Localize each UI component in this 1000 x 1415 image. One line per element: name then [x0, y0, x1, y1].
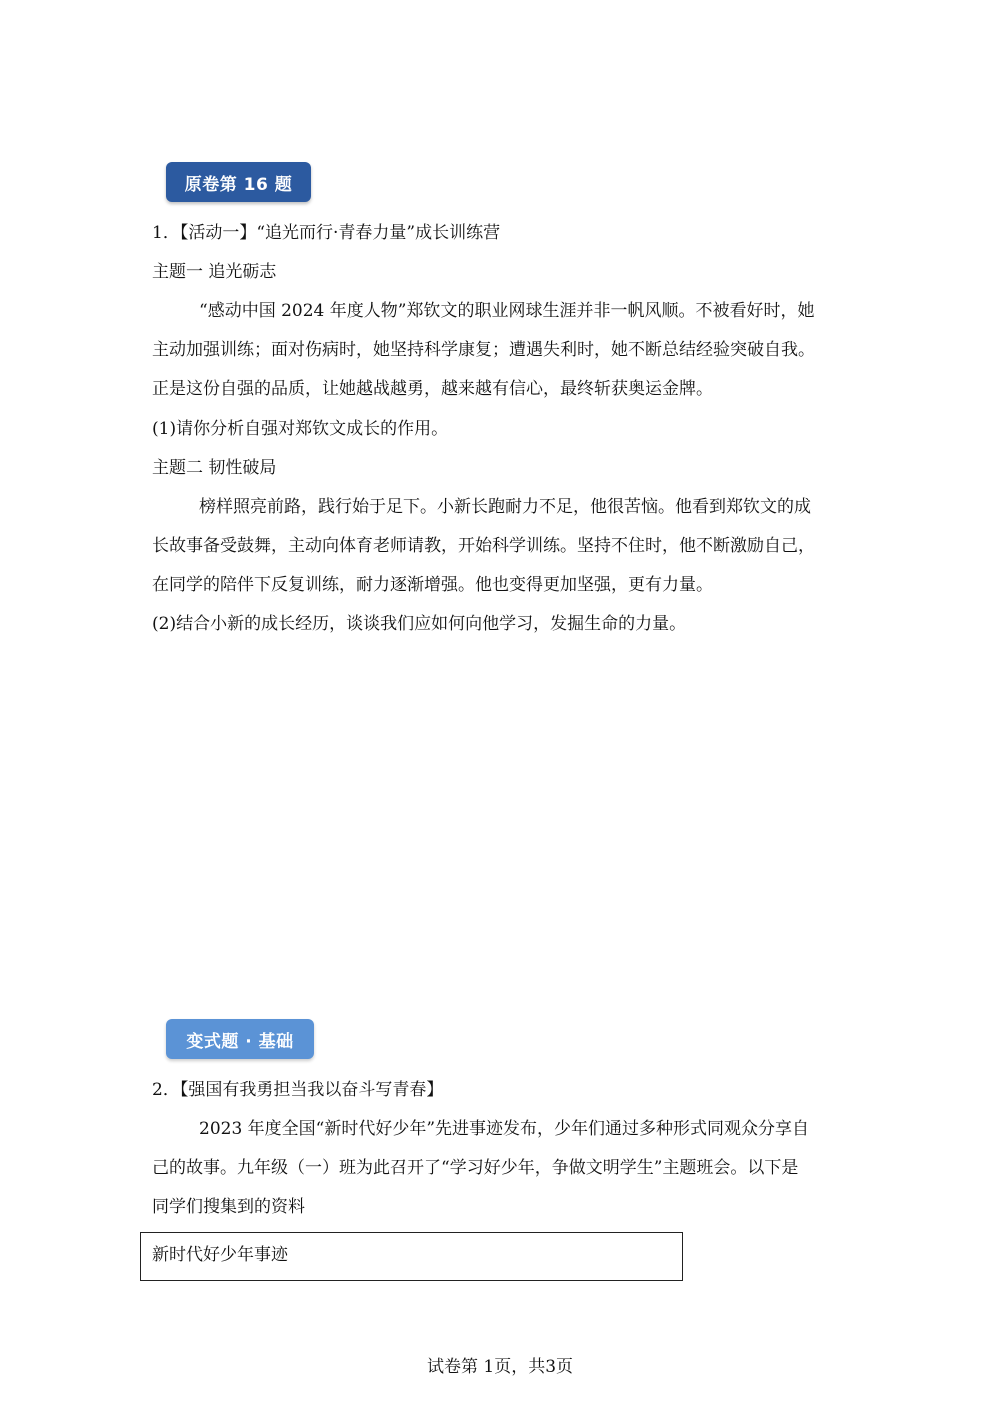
variant-question-badge: 变式题 · 基础: [166, 1019, 314, 1059]
material-table: [140, 1232, 683, 1281]
question-2-paragraph-line-3: 同学们搜集到的资料: [152, 1197, 305, 1217]
theme-2-paragraph-line-3: 在同学的陪伴下反复训练，耐力逐渐增强。他也变得更加坚强，更有力量。: [152, 575, 713, 595]
theme-1-paragraph-line-2: 主动加强训练；面对伤病时，她坚持科学康复；遭遇失利时，她不断总结经验突破自我。: [152, 340, 815, 360]
theme-1-paragraph-line-1: “感动中国 2024 年度人物”郑钦文的职业网球生涯并非一帆风顺。不被看好时，她: [199, 301, 815, 321]
theme-2-paragraph-line-1: 榜样照亮前路，践行始于足下。小新长跑耐力不足，他很苦恼。他看到郑钦文的成: [199, 497, 811, 517]
page-footer: 试卷第 1页，共3页: [426, 1357, 574, 1377]
theme-2-paragraph-line-2: 长故事备受鼓舞，主动向体育老师请教，开始科学训练。坚持不住时，他不断激励自己，: [152, 536, 815, 556]
theme-1-title: 主题一 追光砺志: [152, 262, 277, 282]
original-question-badge: 原卷第 16 题: [166, 162, 311, 202]
sub-question-2: (2)结合小新的成长经历，谈谈我们应如何向他学习，发掘生命的力量。: [152, 614, 687, 634]
question-2-heading: 2．【强国有我勇担当我以奋斗写青春】: [152, 1080, 444, 1100]
theme-2-title: 主题二 韧性破局: [152, 458, 277, 478]
sub-question-1: (1)请你分析自强对郑钦文成长的作用。: [152, 419, 449, 439]
theme-1-paragraph-line-3: 正是这份自强的品质，让她越战越勇，越来越有信心，最终斩获奥运金牌。: [152, 379, 713, 399]
material-table-title: 新时代好少年事迹: [152, 1245, 288, 1265]
question-2-paragraph-line-1: 2023 年度全国“新时代好少年”先进事迹发布，少年们通过多种形式同观众分享自: [199, 1119, 810, 1139]
question-1-heading: 1．【活动一】“追光而行·青春力量”成长训练营: [152, 223, 501, 243]
question-2-paragraph-line-2: 己的故事。九年级（一）班为此召开了“学习好少年，争做文明学生”主题班会。以下是: [152, 1158, 799, 1178]
